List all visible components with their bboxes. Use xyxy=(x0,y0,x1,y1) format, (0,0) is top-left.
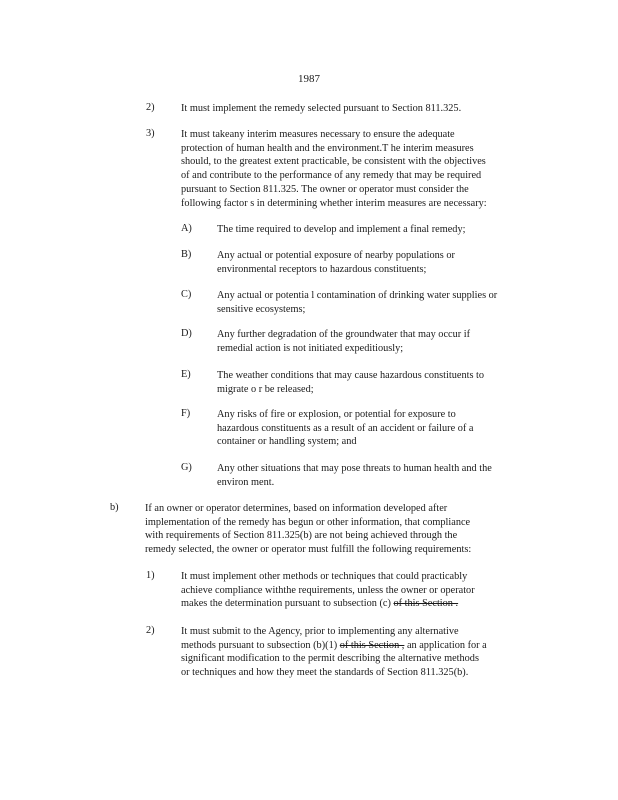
text-line: of and contribute to the performance of any remedy that may be required xyxy=(181,170,482,182)
text-line: If an owner or operator determines, based on information developed after xyxy=(145,503,448,514)
text-segment: makes the determination pursuant to subsection (c) xyxy=(181,598,391,610)
item-text xyxy=(217,289,547,316)
item-label: G) xyxy=(181,462,192,473)
text-line: environmental receptors to hazardous constituents; xyxy=(217,263,427,275)
text-line: pursuant to Section 811.325. The owner or operator must consider the xyxy=(181,183,469,195)
text-line: It must implement other methods or techniques that could practicably xyxy=(181,571,468,582)
item-label: F) xyxy=(181,408,191,419)
text-line: migrate o r be released; xyxy=(217,383,314,395)
item-label: C) xyxy=(181,289,192,300)
text-line: achieve compliance withthe requirements, unless the owner or operator xyxy=(181,584,475,596)
item-text xyxy=(181,102,511,116)
text-line: Any actual or potentia l contamination of drinking water supplies or xyxy=(217,290,498,301)
item-text xyxy=(145,502,515,557)
text-line: following factor s in determining whether interim measures are necessary: xyxy=(181,197,487,209)
item-label: D) xyxy=(181,328,192,339)
item-text xyxy=(181,625,536,680)
item-label: b) xyxy=(110,502,119,513)
item-text xyxy=(181,570,521,611)
text-line xyxy=(181,597,521,611)
text-line: container or handling system; and xyxy=(217,436,357,448)
text-line: implementation of the remedy has begun or other information, that compliance xyxy=(145,516,471,528)
text-line: Any actual or potential exposure of nearby populations or xyxy=(217,250,455,261)
text-line: or techniques and how they meet the standards of Section 811.325(b). xyxy=(181,667,469,679)
text-line: protection of human health and the environment.T he interim measures xyxy=(181,142,474,154)
item-text xyxy=(217,408,537,449)
item-label: A) xyxy=(181,223,192,234)
item-label: B) xyxy=(181,249,192,260)
text-line: with requirements of Section 811.325(b) are not being achieved through the xyxy=(145,530,458,542)
page-year-heading: 1987 xyxy=(298,73,320,85)
text-segment: methods pursuant to subsection (b)(1) xyxy=(181,639,338,651)
deleted-text: of this Section , xyxy=(339,639,405,651)
item-label: 2) xyxy=(146,102,155,113)
text-line: Any other situations that may pose threats to human health and the xyxy=(217,463,492,474)
item-text xyxy=(217,369,537,396)
text-line: The weather conditions that may cause hazardous constituents to xyxy=(217,370,485,381)
text-segment: an application for a xyxy=(404,639,487,651)
item-text xyxy=(181,128,531,210)
item-label: 3) xyxy=(146,128,155,139)
item-text xyxy=(217,462,542,489)
text-line: Any risks of fire or explosion, or potential for exposure to xyxy=(217,409,456,420)
deleted-text: of this Section . xyxy=(393,598,459,610)
text-line: significant modification to the permit describing the alternative methods xyxy=(181,653,479,665)
text-line: should, to the greatest extent practicable, be consistent with the objectives xyxy=(181,156,486,168)
text-line xyxy=(181,639,536,653)
item-label: E) xyxy=(181,369,191,380)
text-line: It must submit to the Agency, prior to implementing any alternative xyxy=(181,626,459,637)
text-line: Any further degradation of the groundwater that may occur if xyxy=(217,329,471,340)
item-text xyxy=(217,328,537,355)
text-line: hazardous constituents as a result of an accident or failure of a xyxy=(217,422,474,434)
item-label: 1) xyxy=(146,570,155,581)
text-line: environ ment. xyxy=(217,476,275,488)
item-text xyxy=(217,223,537,237)
text-line: remedial action is not initiated expeditiously; xyxy=(217,342,404,354)
text-line: sensitive ecosystems; xyxy=(217,303,306,315)
text-line: It must takeany interim measures necessary to ensure the adequate xyxy=(181,129,455,140)
text-line: remedy selected, the owner or operator must fulfill the following requirements: xyxy=(145,544,472,556)
item-label: 2) xyxy=(146,625,155,636)
text-line: It must implement the remedy selected pursuant to Section 811.325. xyxy=(181,103,462,114)
text-line: The time required to develop and implement a final remedy; xyxy=(217,224,466,235)
item-text xyxy=(217,249,537,276)
